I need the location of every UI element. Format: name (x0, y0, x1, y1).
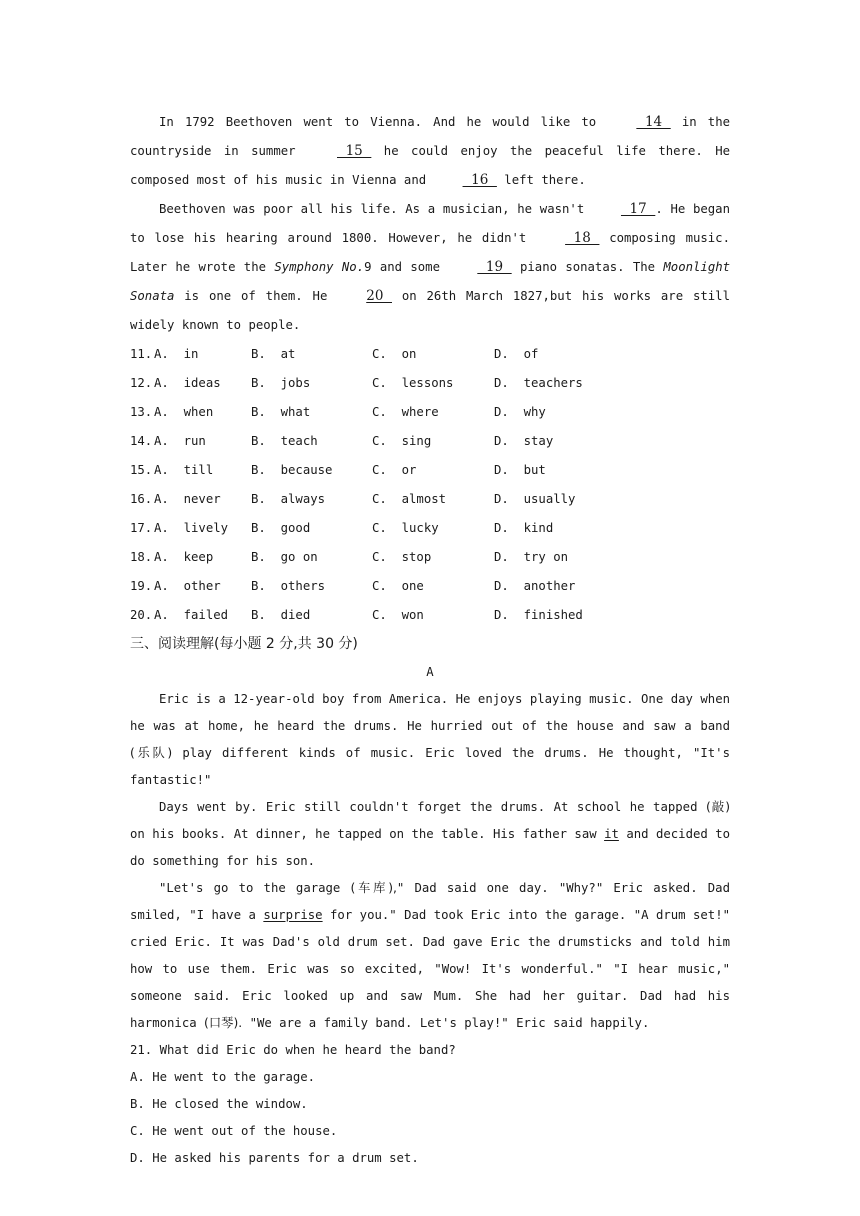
blank-14: 14 (636, 114, 671, 130)
question-number: 16. (130, 492, 153, 506)
option-b: B. others (251, 579, 326, 593)
option-c: C. one (372, 579, 424, 593)
moonlight-sonata-title: Moonlight Sonata (130, 260, 731, 303)
option-b: B. always (251, 492, 326, 506)
option-a: A. other (154, 579, 221, 593)
choice-b: B. He closed the window. (130, 1097, 308, 1111)
option-a: A. when (154, 405, 214, 419)
option-b: B. what (251, 405, 311, 419)
text-segment: in the countryside in summer (130, 115, 731, 158)
text-segment: " Dad said one day. "Why?" Eric asked. Dad smiled, "I have a (130, 881, 730, 922)
option-b: B. jobs (251, 376, 311, 390)
option-row (130, 485, 730, 514)
text-segment: . He began to lose his hearing around 1800. However, he didn't (130, 202, 730, 245)
blank-18: 18 (565, 230, 600, 246)
option-row (130, 427, 730, 456)
option-a: A. never (154, 492, 221, 506)
blank-16: 16 (462, 172, 497, 188)
option-row (130, 456, 730, 485)
reading-paragraph-3 (130, 875, 730, 1037)
option-d: D. of (494, 347, 539, 361)
option-c: C. won (372, 608, 424, 622)
option-d: D. teachers (494, 376, 583, 390)
text-segment: is one of them. He (184, 289, 328, 303)
gloss-band: (乐队) (130, 746, 173, 760)
choice-c: C. He went out of the house. (130, 1124, 338, 1138)
underlined-it: it (604, 827, 619, 841)
text-segment: play different kinds of music. Eric loved the drums. He thought, "It's fantastic!" (130, 746, 730, 787)
option-d: D. stay (494, 434, 554, 448)
choice-d: D. He asked his parents for a drum set. (130, 1151, 419, 1165)
option-c: C. almost (372, 492, 447, 506)
option-b: B. died (251, 608, 311, 622)
question-number: 20. (130, 608, 153, 622)
option-c: C. or (372, 463, 417, 477)
text-segment: 9 and some (364, 260, 440, 274)
text-segment: "We are a family band. Let's play!" Eric said happily. (249, 1016, 650, 1030)
option-a: A. till (154, 463, 214, 477)
option-d: D. why (494, 405, 546, 419)
option-b: B. go on (251, 550, 318, 564)
option-d: D. try on (494, 550, 569, 564)
option-row (130, 369, 730, 398)
question-21: 21. What did Eric do when he heard the band? (130, 1043, 456, 1057)
option-d: D. finished (494, 608, 583, 622)
blank-19: 19 (477, 259, 512, 275)
option-a: A. keep (154, 550, 214, 564)
question-number: 15. (130, 463, 153, 477)
option-row (130, 543, 730, 572)
underlined-surprise: surprise (263, 908, 323, 922)
text-segment: composing music. Later he wrote the (130, 231, 730, 274)
blank-20: 20 (366, 288, 392, 304)
blank-15: 15 (337, 143, 372, 159)
gloss-harmonica: (口琴). (204, 1016, 243, 1030)
option-c: C. on (372, 347, 417, 361)
reading-paragraph-1 (130, 686, 730, 794)
option-row (130, 340, 730, 369)
reading-paragraph-2 (130, 794, 730, 875)
option-row (130, 601, 730, 630)
document-page (130, 108, 730, 1172)
option-b: B. teach (251, 434, 318, 448)
text-segment: Days went by. Eric still couldn't forget the drums. At school he tapped (159, 800, 698, 814)
option-c: C. where (372, 405, 439, 419)
option-a: A. in (154, 347, 199, 361)
option-d: D. kind (494, 521, 554, 535)
question-number: 14. (130, 434, 153, 448)
cloze-paragraph-2 (130, 195, 730, 340)
option-c: C. lessons (372, 376, 454, 390)
text-segment: on his books. At dinner, he tapped on the table. His father saw (130, 827, 597, 841)
option-a: A. run (154, 434, 206, 448)
gloss-tap: (敲) (705, 800, 731, 814)
option-row (130, 572, 730, 601)
option-d: D. but (494, 463, 546, 477)
symphony-title: Symphony No. (274, 260, 365, 274)
option-c: C. stop (372, 550, 432, 564)
gloss-garage: (车库), (350, 881, 397, 895)
option-c: C. lucky (372, 521, 439, 535)
options-list (130, 340, 730, 630)
question-number: 12. (130, 376, 153, 390)
text-segment: and decided to do something for his son. (130, 827, 731, 868)
option-a: A. failed (154, 608, 229, 622)
option-a: A. lively (154, 521, 229, 535)
option-row (130, 398, 730, 427)
option-b: B. at (251, 347, 296, 361)
blank-17: 17 (620, 201, 656, 217)
text-segment: for you." Dad took Eric into the garage. "A drum set!" cried Eric. It was Dad's old drum set. Dad gave Eric the drumsticks and told him how to use them. Eric was so excited, "Wow! It's wonderful." "I hear music," someone said. Eric looked up and saw Mum. She had her guitar. Dad had his harmonica (130, 908, 731, 1030)
passage-label: A (426, 665, 434, 679)
option-d: D. usually (494, 492, 576, 506)
cloze-paragraph-1 (130, 108, 730, 195)
option-b: B. good (251, 521, 311, 535)
text-segment: Beethoven was poor all his life. As a musician, he wasn't (159, 202, 585, 216)
option-b: B. because (251, 463, 333, 477)
text-segment: In 1792 Beethoven went to Vienna. And he would like to (159, 115, 597, 129)
option-c: C. sing (372, 434, 432, 448)
question-number: 17. (130, 521, 153, 535)
text-segment: left there. (504, 173, 586, 187)
question-number: 13. (130, 405, 153, 419)
question-number: 18. (130, 550, 153, 564)
section-title: 三、阅读理解(每小题 2 分,共 30 分) (130, 636, 358, 652)
text-segment: piano sonatas. The (519, 260, 656, 274)
text-segment: Eric is a 12-year-old boy from America. He enjoys playing music. One day when he was at home, he heard the drums. He hurried out of the house and saw a band (130, 692, 730, 733)
text-segment: on 26th March 1827,but his works are still widely known to people. (130, 289, 730, 332)
text-segment: he could enjoy the peaceful life there. He composed most of his music in Vienna and (130, 144, 730, 187)
option-a: A. ideas (154, 376, 221, 390)
choice-a: A. He went to the garage. (130, 1070, 316, 1084)
question-number: 11. (130, 347, 153, 361)
text-segment: "Let's go to the garage (159, 881, 341, 895)
option-d: D. another (494, 579, 576, 593)
option-row (130, 514, 730, 543)
question-number: 19. (130, 579, 153, 593)
